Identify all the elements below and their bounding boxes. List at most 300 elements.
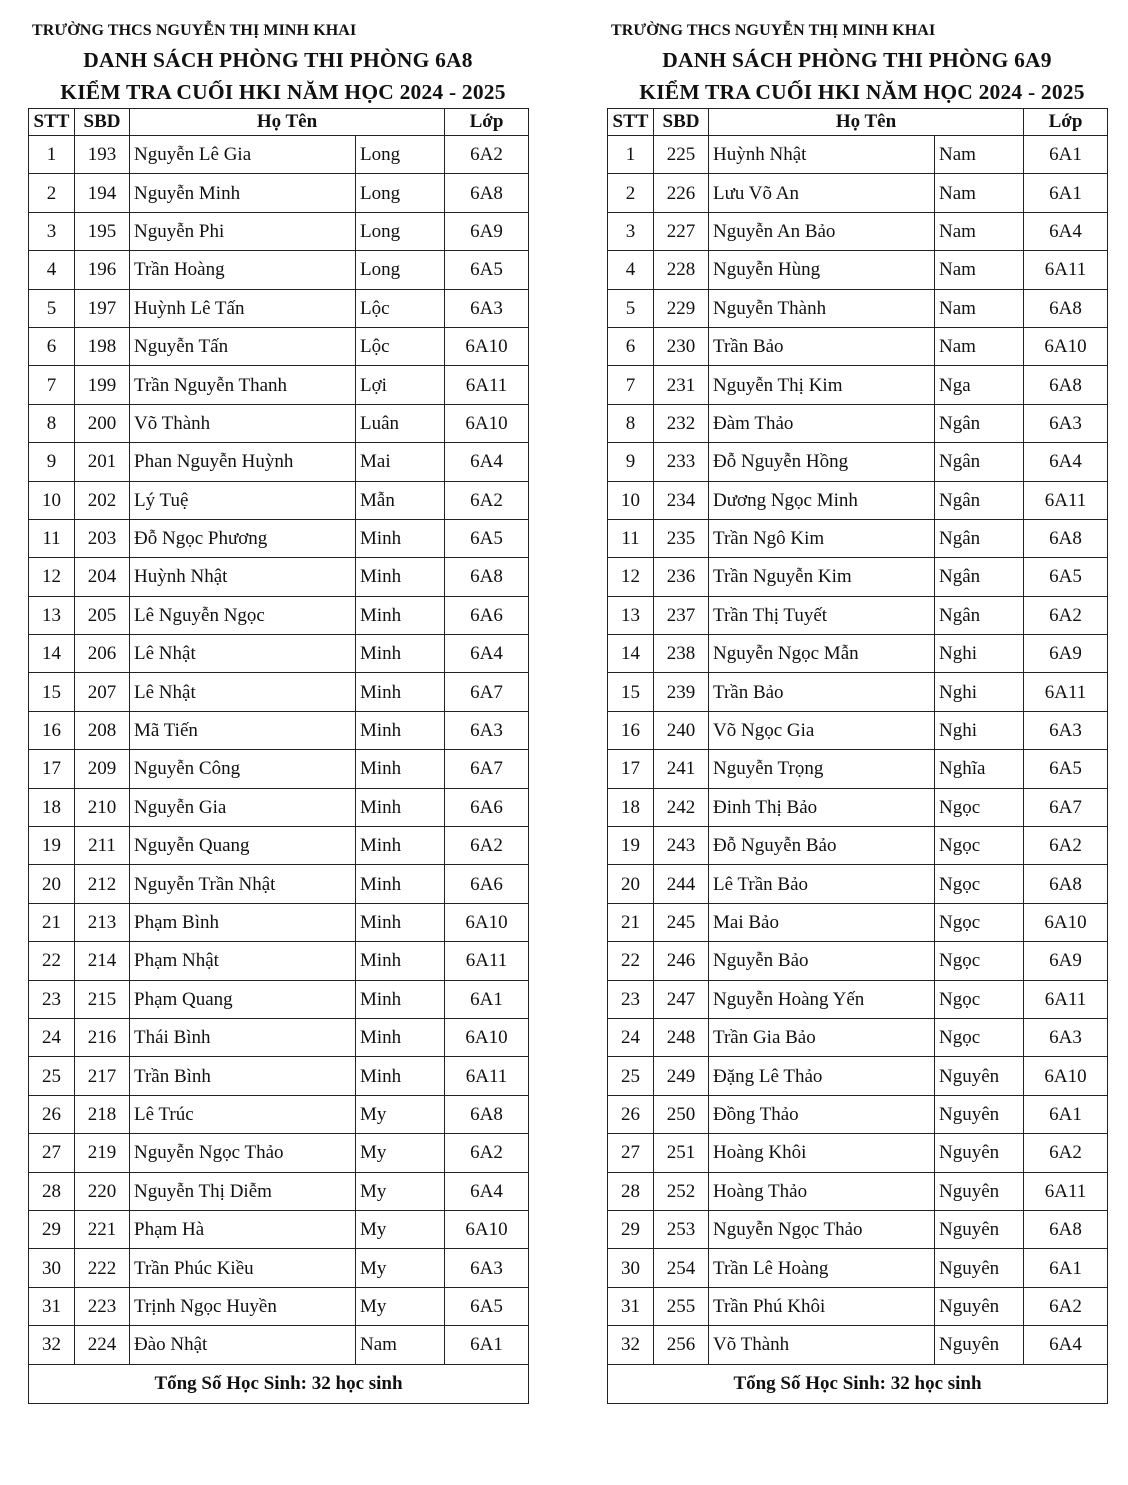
cell-given-name: Minh bbox=[356, 903, 445, 941]
cell-stt: 8 bbox=[608, 404, 654, 442]
cell-class: 6A11 bbox=[445, 942, 529, 980]
total-students: Tổng Số Học Sinh: 32 học sinh bbox=[29, 1364, 529, 1403]
cell-class: 6A8 bbox=[1024, 519, 1108, 557]
cell-sbd: 240 bbox=[654, 711, 709, 749]
cell-class: 6A11 bbox=[1024, 481, 1108, 519]
table-row bbox=[29, 404, 529, 442]
cell-given-name: Nam bbox=[935, 327, 1024, 365]
table-row bbox=[608, 289, 1108, 327]
cell-given-name: Minh bbox=[356, 596, 445, 634]
cell-class: 6A8 bbox=[445, 1095, 529, 1133]
cell-stt: 27 bbox=[29, 1134, 75, 1172]
cell-given-name: Ngân bbox=[935, 596, 1024, 634]
cell-class: 6A10 bbox=[445, 1210, 529, 1248]
cell-surname: Nguyễn Thị Kim bbox=[709, 366, 935, 404]
cell-surname: Phạm Nhật bbox=[130, 942, 356, 980]
cell-sbd: 209 bbox=[75, 750, 130, 788]
table-row bbox=[608, 1018, 1108, 1056]
cell-surname: Nguyễn Trọng bbox=[709, 750, 935, 788]
cell-surname: Nguyễn Minh bbox=[130, 174, 356, 212]
cell-class: 6A6 bbox=[445, 596, 529, 634]
cell-sbd: 220 bbox=[75, 1172, 130, 1210]
table-row bbox=[608, 903, 1108, 941]
cell-given-name: Minh bbox=[356, 788, 445, 826]
cell-class: 6A6 bbox=[445, 865, 529, 903]
cell-sbd: 203 bbox=[75, 519, 130, 557]
cell-stt: 6 bbox=[29, 327, 75, 365]
cell-sbd: 256 bbox=[654, 1326, 709, 1364]
cell-stt: 18 bbox=[29, 788, 75, 826]
cell-class: 6A4 bbox=[1024, 1326, 1108, 1364]
cell-given-name: Ngân bbox=[935, 519, 1024, 557]
cell-sbd: 214 bbox=[75, 942, 130, 980]
table-row bbox=[608, 1210, 1108, 1248]
cell-class: 6A11 bbox=[1024, 673, 1108, 711]
cell-surname: Đàm Thảo bbox=[709, 404, 935, 442]
cell-surname: Phạm Quang bbox=[130, 980, 356, 1018]
cell-sbd: 204 bbox=[75, 558, 130, 596]
cell-sbd: 212 bbox=[75, 865, 130, 903]
table-row bbox=[29, 558, 529, 596]
cell-stt: 5 bbox=[29, 289, 75, 327]
cell-given-name: Minh bbox=[356, 558, 445, 596]
cell-given-name: Ngân bbox=[935, 481, 1024, 519]
table-row bbox=[608, 136, 1108, 174]
cell-class: 6A4 bbox=[1024, 212, 1108, 250]
cell-class: 6A2 bbox=[1024, 1287, 1108, 1325]
cell-sbd: 235 bbox=[654, 519, 709, 557]
cell-sbd: 213 bbox=[75, 903, 130, 941]
total-row bbox=[29, 1364, 529, 1403]
cell-stt: 5 bbox=[608, 289, 654, 327]
cell-stt: 9 bbox=[29, 443, 75, 481]
cell-given-name: Nghi bbox=[935, 673, 1024, 711]
table-row bbox=[608, 1287, 1108, 1325]
cell-class: 6A10 bbox=[1024, 1057, 1108, 1095]
cell-surname: Lý Tuệ bbox=[130, 481, 356, 519]
cell-class: 6A3 bbox=[445, 711, 529, 749]
cell-sbd: 205 bbox=[75, 596, 130, 634]
cell-given-name: Ngân bbox=[935, 443, 1024, 481]
cell-stt: 26 bbox=[608, 1095, 654, 1133]
cell-sbd: 244 bbox=[654, 865, 709, 903]
cell-class: 6A5 bbox=[445, 251, 529, 289]
cell-stt: 3 bbox=[29, 212, 75, 250]
cell-stt: 15 bbox=[608, 673, 654, 711]
cell-sbd: 196 bbox=[75, 251, 130, 289]
cell-sbd: 217 bbox=[75, 1057, 130, 1095]
header-stt: STT bbox=[29, 109, 75, 136]
cell-surname: Võ Thành bbox=[709, 1326, 935, 1364]
cell-given-name: Ngọc bbox=[935, 980, 1024, 1018]
table-row bbox=[608, 519, 1108, 557]
cell-class: 6A2 bbox=[445, 136, 529, 174]
cell-surname: Thái Bình bbox=[130, 1018, 356, 1056]
cell-surname: Trần Nguyễn Thanh bbox=[130, 366, 356, 404]
cell-stt: 7 bbox=[608, 366, 654, 404]
cell-surname: Trần Lê Hoàng bbox=[709, 1249, 935, 1287]
cell-surname: Phan Nguyễn Huỳnh bbox=[130, 443, 356, 481]
cell-given-name: Lộc bbox=[356, 327, 445, 365]
cell-stt: 27 bbox=[608, 1134, 654, 1172]
header-sbd: SBD bbox=[75, 109, 130, 136]
cell-class: 6A2 bbox=[1024, 827, 1108, 865]
cell-surname: Trần Nguyễn Kim bbox=[709, 558, 935, 596]
cell-class: 6A2 bbox=[1024, 596, 1108, 634]
cell-sbd: 230 bbox=[654, 327, 709, 365]
cell-surname: Nguyễn Ngọc Thảo bbox=[709, 1210, 935, 1248]
cell-sbd: 231 bbox=[654, 366, 709, 404]
cell-class: 6A8 bbox=[1024, 289, 1108, 327]
table-row bbox=[608, 558, 1108, 596]
cell-class: 6A11 bbox=[1024, 251, 1108, 289]
cell-stt: 1 bbox=[608, 136, 654, 174]
cell-given-name: Long bbox=[356, 136, 445, 174]
cell-class: 6A2 bbox=[445, 1134, 529, 1172]
cell-given-name: Nguyên bbox=[935, 1172, 1024, 1210]
table-row bbox=[608, 980, 1108, 1018]
cell-stt: 13 bbox=[29, 596, 75, 634]
cell-sbd: 245 bbox=[654, 903, 709, 941]
cell-surname: Nguyễn Thị Diễm bbox=[130, 1172, 356, 1210]
table-row bbox=[29, 711, 529, 749]
table-body bbox=[608, 136, 1108, 1365]
exam-room-list-6a8 bbox=[28, 18, 528, 1404]
cell-sbd: 226 bbox=[654, 174, 709, 212]
cell-class: 6A2 bbox=[445, 481, 529, 519]
table-row bbox=[29, 827, 529, 865]
table-row bbox=[608, 1249, 1108, 1287]
cell-surname: Nguyễn Trần Nhật bbox=[130, 865, 356, 903]
cell-class: 6A9 bbox=[1024, 635, 1108, 673]
cell-sbd: 236 bbox=[654, 558, 709, 596]
cell-sbd: 224 bbox=[75, 1326, 130, 1364]
cell-given-name: Ngọc bbox=[935, 827, 1024, 865]
table-row bbox=[29, 1249, 529, 1287]
cell-stt: 30 bbox=[608, 1249, 654, 1287]
cell-sbd: 238 bbox=[654, 635, 709, 673]
cell-surname: Nguyễn Bảo bbox=[709, 942, 935, 980]
cell-stt: 29 bbox=[608, 1210, 654, 1248]
cell-sbd: 232 bbox=[654, 404, 709, 442]
cell-stt: 28 bbox=[608, 1172, 654, 1210]
table-row bbox=[29, 366, 529, 404]
table-row bbox=[29, 635, 529, 673]
cell-surname: Trần Hoàng bbox=[130, 251, 356, 289]
cell-sbd: 193 bbox=[75, 136, 130, 174]
cell-class: 6A6 bbox=[445, 788, 529, 826]
cell-given-name: Nguyên bbox=[935, 1057, 1024, 1095]
table-row bbox=[29, 1326, 529, 1364]
cell-given-name: Nga bbox=[935, 366, 1024, 404]
cell-class: 6A1 bbox=[1024, 136, 1108, 174]
total-row bbox=[608, 1364, 1108, 1403]
cell-sbd: 216 bbox=[75, 1018, 130, 1056]
cell-stt: 2 bbox=[608, 174, 654, 212]
cell-surname: Dương Ngọc Minh bbox=[709, 481, 935, 519]
cell-stt: 29 bbox=[29, 1210, 75, 1248]
table-row bbox=[608, 481, 1108, 519]
cell-class: 6A9 bbox=[1024, 942, 1108, 980]
cell-stt: 17 bbox=[608, 750, 654, 788]
cell-sbd: 254 bbox=[654, 1249, 709, 1287]
cell-surname: Nguyễn Thành bbox=[709, 289, 935, 327]
cell-sbd: 206 bbox=[75, 635, 130, 673]
cell-sbd: 253 bbox=[654, 1210, 709, 1248]
cell-surname: Huỳnh Nhật bbox=[130, 558, 356, 596]
cell-class: 6A8 bbox=[1024, 366, 1108, 404]
cell-given-name: Nguyên bbox=[935, 1249, 1024, 1287]
cell-surname: Nguyễn Hoàng Yến bbox=[709, 980, 935, 1018]
cell-sbd: 211 bbox=[75, 827, 130, 865]
cell-sbd: 255 bbox=[654, 1287, 709, 1325]
cell-surname: Trần Gia Bảo bbox=[709, 1018, 935, 1056]
cell-given-name: Nguyên bbox=[935, 1210, 1024, 1248]
cell-class: 6A7 bbox=[1024, 788, 1108, 826]
student-table bbox=[28, 108, 529, 1404]
cell-surname: Mã Tiến bbox=[130, 711, 356, 749]
cell-given-name: Nghi bbox=[935, 635, 1024, 673]
cell-stt: 16 bbox=[608, 711, 654, 749]
cell-stt: 12 bbox=[608, 558, 654, 596]
cell-stt: 19 bbox=[29, 827, 75, 865]
cell-class: 6A1 bbox=[445, 1326, 529, 1364]
cell-class: 6A5 bbox=[445, 519, 529, 557]
cell-sbd: 202 bbox=[75, 481, 130, 519]
cell-given-name: Long bbox=[356, 174, 445, 212]
cell-stt: 16 bbox=[29, 711, 75, 749]
cell-sbd: 246 bbox=[654, 942, 709, 980]
cell-surname: Lê Trúc bbox=[130, 1095, 356, 1133]
cell-given-name: Nguyên bbox=[935, 1287, 1024, 1325]
cell-class: 6A1 bbox=[1024, 174, 1108, 212]
table-row bbox=[608, 1326, 1108, 1364]
cell-given-name: Long bbox=[356, 212, 445, 250]
cell-given-name: My bbox=[356, 1134, 445, 1172]
cell-given-name: Nam bbox=[356, 1326, 445, 1364]
table-row bbox=[29, 1134, 529, 1172]
table-row bbox=[29, 1210, 529, 1248]
table-row bbox=[608, 750, 1108, 788]
cell-class: 6A4 bbox=[445, 635, 529, 673]
cell-class: 6A8 bbox=[445, 174, 529, 212]
header-stt: STT bbox=[608, 109, 654, 136]
cell-stt: 32 bbox=[29, 1326, 75, 1364]
cell-stt: 22 bbox=[29, 942, 75, 980]
table-row bbox=[608, 251, 1108, 289]
cell-sbd: 221 bbox=[75, 1210, 130, 1248]
cell-surname: Trần Bảo bbox=[709, 327, 935, 365]
cell-sbd: 227 bbox=[654, 212, 709, 250]
cell-given-name: Luân bbox=[356, 404, 445, 442]
cell-stt: 21 bbox=[608, 903, 654, 941]
table-row bbox=[608, 366, 1108, 404]
cell-class: 6A10 bbox=[445, 404, 529, 442]
list-title: DANH SÁCH PHÒNG THI PHÒNG 6A9 bbox=[662, 48, 1052, 72]
cell-given-name: Mẫn bbox=[356, 481, 445, 519]
cell-sbd: 197 bbox=[75, 289, 130, 327]
cell-sbd: 241 bbox=[654, 750, 709, 788]
table-row bbox=[29, 443, 529, 481]
cell-sbd: 199 bbox=[75, 366, 130, 404]
cell-given-name: Minh bbox=[356, 1057, 445, 1095]
table-header-row bbox=[29, 109, 529, 136]
cell-class: 6A11 bbox=[445, 366, 529, 404]
cell-sbd: 229 bbox=[654, 289, 709, 327]
cell-stt: 25 bbox=[608, 1057, 654, 1095]
cell-class: 6A8 bbox=[445, 558, 529, 596]
cell-given-name: Ngân bbox=[935, 404, 1024, 442]
cell-sbd: 251 bbox=[654, 1134, 709, 1172]
list-title: DANH SÁCH PHÒNG THI PHÒNG 6A8 bbox=[83, 48, 473, 72]
cell-stt: 20 bbox=[29, 865, 75, 903]
table-row bbox=[29, 251, 529, 289]
cell-class: 6A9 bbox=[445, 212, 529, 250]
cell-class: 6A8 bbox=[1024, 1210, 1108, 1248]
cell-stt: 19 bbox=[608, 827, 654, 865]
cell-stt: 15 bbox=[29, 673, 75, 711]
cell-given-name: Lộc bbox=[356, 289, 445, 327]
cell-sbd: 225 bbox=[654, 136, 709, 174]
cell-sbd: 200 bbox=[75, 404, 130, 442]
cell-surname: Nguyễn Quang bbox=[130, 827, 356, 865]
table-header-row bbox=[608, 109, 1108, 136]
cell-stt: 14 bbox=[29, 635, 75, 673]
cell-stt: 12 bbox=[29, 558, 75, 596]
exam-room-list-6a9 bbox=[607, 18, 1107, 1404]
cell-given-name: Ngọc bbox=[935, 903, 1024, 941]
cell-stt: 2 bbox=[29, 174, 75, 212]
table-row bbox=[608, 212, 1108, 250]
cell-class: 6A10 bbox=[1024, 903, 1108, 941]
cell-given-name: Lợi bbox=[356, 366, 445, 404]
cell-surname: Mai Bảo bbox=[709, 903, 935, 941]
cell-stt: 3 bbox=[608, 212, 654, 250]
cell-given-name: My bbox=[356, 1095, 445, 1133]
cell-surname: Đặng Lê Thảo bbox=[709, 1057, 935, 1095]
cell-surname: Hoàng Thảo bbox=[709, 1172, 935, 1210]
table-row bbox=[29, 788, 529, 826]
cell-sbd: 239 bbox=[654, 673, 709, 711]
cell-surname: Trần Bảo bbox=[709, 673, 935, 711]
table-row bbox=[29, 212, 529, 250]
cell-surname: Huỳnh Lê Tấn bbox=[130, 289, 356, 327]
cell-given-name: Ngọc bbox=[935, 1018, 1024, 1056]
cell-surname: Đỗ Ngọc Phương bbox=[130, 519, 356, 557]
cell-class: 6A10 bbox=[445, 903, 529, 941]
cell-given-name: Nam bbox=[935, 212, 1024, 250]
cell-class: 6A10 bbox=[445, 327, 529, 365]
cell-stt: 22 bbox=[608, 942, 654, 980]
cell-surname: Hoàng Khôi bbox=[709, 1134, 935, 1172]
table-row bbox=[29, 903, 529, 941]
cell-given-name: Minh bbox=[356, 519, 445, 557]
table-row bbox=[608, 827, 1108, 865]
header-sbd: SBD bbox=[654, 109, 709, 136]
cell-stt: 31 bbox=[29, 1287, 75, 1325]
cell-given-name: Nam bbox=[935, 136, 1024, 174]
cell-class: 6A4 bbox=[445, 443, 529, 481]
cell-given-name: My bbox=[356, 1172, 445, 1210]
table-row bbox=[29, 481, 529, 519]
cell-class: 6A5 bbox=[1024, 558, 1108, 596]
cell-stt: 23 bbox=[29, 980, 75, 1018]
cell-surname: Đào Nhật bbox=[130, 1326, 356, 1364]
table-row bbox=[29, 596, 529, 634]
cell-stt: 11 bbox=[608, 519, 654, 557]
cell-surname: Võ Thành bbox=[130, 404, 356, 442]
cell-sbd: 249 bbox=[654, 1057, 709, 1095]
cell-sbd: 210 bbox=[75, 788, 130, 826]
cell-stt: 28 bbox=[29, 1172, 75, 1210]
cell-stt: 23 bbox=[608, 980, 654, 1018]
cell-class: 6A8 bbox=[1024, 865, 1108, 903]
cell-given-name: Ngọc bbox=[935, 788, 1024, 826]
table-row bbox=[29, 1018, 529, 1056]
cell-class: 6A1 bbox=[445, 980, 529, 1018]
cell-sbd: 250 bbox=[654, 1095, 709, 1133]
cell-stt: 4 bbox=[29, 251, 75, 289]
cell-sbd: 247 bbox=[654, 980, 709, 1018]
cell-surname: Nguyễn Phi bbox=[130, 212, 356, 250]
cell-stt: 26 bbox=[29, 1095, 75, 1133]
table-row bbox=[29, 980, 529, 1018]
cell-surname: Trần Phúc Kiều bbox=[130, 1249, 356, 1287]
table-row bbox=[29, 673, 529, 711]
total-students: Tổng Số Học Sinh: 32 học sinh bbox=[608, 1364, 1108, 1403]
cell-surname: Đồng Thảo bbox=[709, 1095, 935, 1133]
cell-stt: 6 bbox=[608, 327, 654, 365]
cell-surname: Lưu Võ An bbox=[709, 174, 935, 212]
cell-given-name: Ngân bbox=[935, 558, 1024, 596]
cell-class: 6A3 bbox=[1024, 711, 1108, 749]
cell-given-name: Nguyên bbox=[935, 1326, 1024, 1364]
cell-sbd: 219 bbox=[75, 1134, 130, 1172]
cell-surname: Nguyễn Ngọc Mẫn bbox=[709, 635, 935, 673]
table-row bbox=[608, 673, 1108, 711]
cell-stt: 30 bbox=[29, 1249, 75, 1287]
table-row bbox=[608, 1134, 1108, 1172]
cell-sbd: 243 bbox=[654, 827, 709, 865]
table-row bbox=[29, 519, 529, 557]
cell-surname: Trần Phú Khôi bbox=[709, 1287, 935, 1325]
table-row bbox=[608, 635, 1108, 673]
table-row bbox=[608, 865, 1108, 903]
cell-sbd: 195 bbox=[75, 212, 130, 250]
cell-surname: Đỗ Nguyễn Bảo bbox=[709, 827, 935, 865]
table-row bbox=[608, 942, 1108, 980]
cell-stt: 10 bbox=[608, 481, 654, 519]
student-table bbox=[607, 108, 1108, 1404]
cell-stt: 18 bbox=[608, 788, 654, 826]
cell-given-name: Ngọc bbox=[935, 942, 1024, 980]
cell-stt: 11 bbox=[29, 519, 75, 557]
cell-surname: Trần Thị Tuyết bbox=[709, 596, 935, 634]
cell-class: 6A4 bbox=[1024, 443, 1108, 481]
table-row bbox=[29, 327, 529, 365]
cell-stt: 20 bbox=[608, 865, 654, 903]
table-row bbox=[608, 711, 1108, 749]
cell-given-name: Minh bbox=[356, 711, 445, 749]
table-row bbox=[29, 1287, 529, 1325]
table-row bbox=[608, 404, 1108, 442]
cell-class: 6A1 bbox=[1024, 1095, 1108, 1133]
list-subtitle: KIỂM TRA CUỐI HKI NĂM HỌC 2024 - 2025 bbox=[639, 80, 1085, 104]
cell-class: 6A2 bbox=[445, 827, 529, 865]
table-row bbox=[29, 865, 529, 903]
cell-sbd: 237 bbox=[654, 596, 709, 634]
cell-given-name: Nam bbox=[935, 289, 1024, 327]
